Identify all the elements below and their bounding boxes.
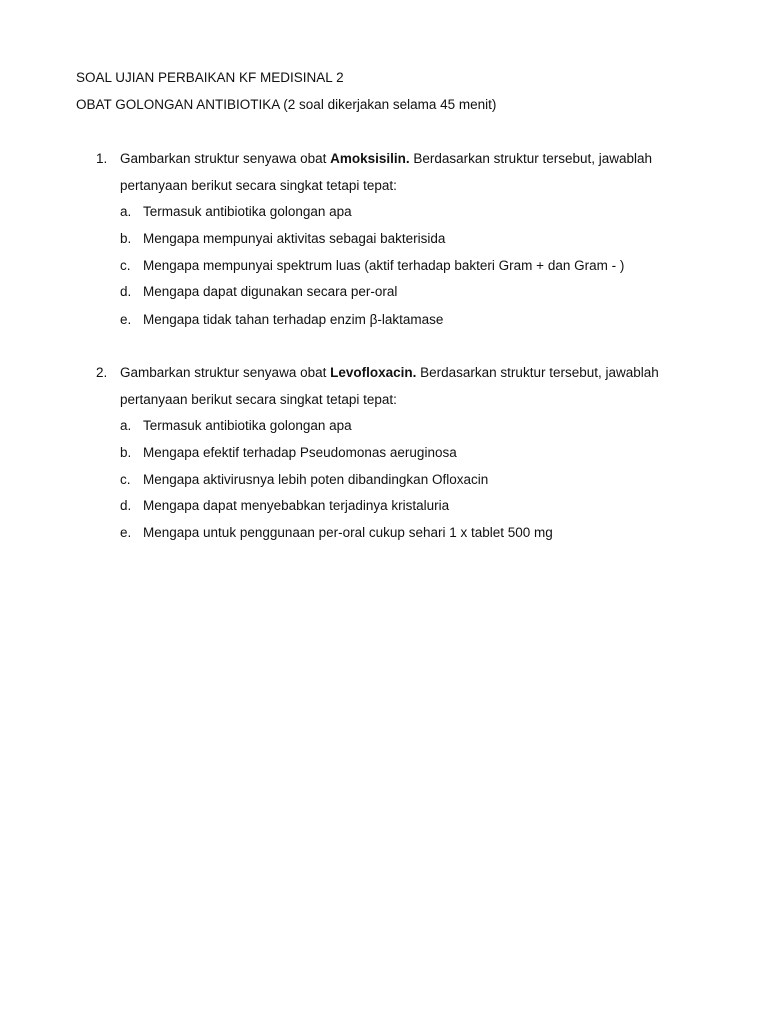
item-label: e. [120,525,132,540]
document-subtitle: OBAT GOLONGAN ANTIBIOTIKA (2 soal dikerjakan selama 45 menit) [76,97,497,112]
item-text: Mengapa untuk penggunaan per-oral cukup sehari 1 x tablet 500 mg [143,525,553,540]
question-intro-text: Berdasarkan struktur tersebut, jawablah [409,151,653,166]
item-text: Mengapa tidak tahan terhadap enzim β-laktamase [143,312,444,327]
question-intro-line2: pertanyaan berikut secara singkat tetapi tepat: [120,392,397,407]
drug-name: Amoksisilin. [330,151,410,166]
item-label: d. [120,284,132,299]
item-label: a. [120,204,132,219]
question-intro-text: Berdasarkan struktur tersebut, jawablah [416,365,659,380]
item-label: b. [120,231,132,246]
item-text: Mengapa dapat menyebabkan terjadinya kristaluria [143,498,450,513]
item-label: e. [120,312,132,327]
question-intro [120,365,659,381]
question-intro-line2: pertanyaan berikut secara singkat tetapi tepat: [120,178,397,193]
document-title: SOAL UJIAN PERBAIKAN KF MEDISINAL 2 [76,70,344,85]
drug-name: Levofloxacin. [330,365,417,380]
item-text: Mengapa dapat digunakan secara per-oral [143,284,398,299]
item-label: a. [120,418,132,433]
item-text: Termasuk antibiotika golongan apa [143,418,352,433]
item-text: Mengapa efektif terhadap Pseudomonas aeruginosa [143,445,457,460]
question-intro-text: Gambarkan struktur senyawa obat [120,365,331,380]
item-text: Mengapa mempunyai aktivitas sebagai bakterisida [143,231,446,246]
item-text: Termasuk antibiotika golongan apa [143,204,352,219]
item-label: c. [120,258,131,273]
item-label: d. [120,498,132,513]
question-intro-text: Gambarkan struktur senyawa obat [120,151,331,166]
item-text: Mengapa mempunyai spektrum luas (aktif terhadap bakteri Gram + dan Gram - ) [143,258,625,273]
item-label: c. [120,472,131,487]
item-text: Mengapa aktivirusnya lebih poten dibandingkan Ofloxacin [143,472,489,487]
question-number: 1. [96,151,108,166]
item-label: b. [120,445,132,460]
question-intro [120,151,652,167]
question-number: 2. [96,365,108,380]
